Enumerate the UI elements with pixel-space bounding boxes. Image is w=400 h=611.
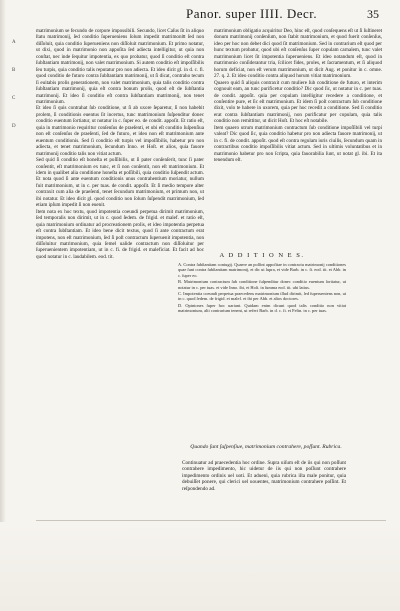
paragraph: Sed quid ſi conditio eſt honeſta et poſſibilis, ut ſi pater conſenſerit, tunc ſi pater conſentit, eſt matrimonium ex tunc, et ſi non conſentit, non eſt matrimonium. Et idem in qualibet alia conditione honeſta et poſſibili, quia conditio ſuſpendit actum. Et nota quod ſi ante euentum conditionis unus contrahentium moriatur, nullum fuit matrimonium, ut in c. per tuas. de condit. appoſit. Et ſi medio tempore alter contraxit cum alia de praeſenti, tenet ſecundum matrimonium, et primum non, ut ibi notatur. Et ideo dicit gl. quod conditio non ſolum ſuſpendit matrimonium, ſed etiam ipſum impedit ſi non euenit. <box>36 157 204 209</box>
annotation-note: B. Matrimonium contractum ſub conditione ſuſpenditur donec conditio euentum ſortiatur, ut notatur in c. per tuas. et vide Inno. ibi, et Hoſt. in ſumma eod. tit. ubi latius. <box>178 279 346 290</box>
paragraph: Item quaero utrum matrimonium contractum ſub conditione impoſſibili vel turpi valeat? Dic quod ſic, quia conditio habetur pro non adiecta fauore matrimonij, ut in c. fi. de condit. appoſit. quod eſt contra regulam iuris ciuilis, ſecundum quam in contractibus conditio impoſſibilis vitiat actum. Sed in ultimis voluntatibus et in matrimonio habetur pro non ſcripta, quia fauorabilia ſunt, ut notat gl. ibi. Et ita tenendum eſt. <box>214 124 382 164</box>
marginal-letters <box>12 40 34 152</box>
marginal-letter: D <box>12 124 16 129</box>
annotation-note: C. Impotentia coeundi perpetua praecedens matrimonium illud dirimit, ſed ſuperueniens non, ut in c. quod ſedem. de frigid. et malef. et ibi per Abb. et alios doctores. <box>178 291 346 302</box>
section-title: Quando ſunt ſuſpenſiue, matrimonium contrahere, poſſunt. Rubrica. <box>190 444 342 450</box>
marginal-letter: C <box>12 96 16 101</box>
additiones-notes <box>178 262 346 437</box>
running-head: Panor. super IIII. Decr. <box>186 6 318 21</box>
page-header <box>0 4 400 26</box>
marginal-letter: A <box>12 40 16 45</box>
marginal-letter: B <box>12 68 16 73</box>
page-number: 35 <box>367 7 379 21</box>
right-column-body <box>214 28 382 276</box>
page-gutter <box>0 0 6 611</box>
bottom-margin <box>0 522 400 611</box>
paragraph: Item nota ex hoc textu, quod impotentia coeundi perpetua dirimit matrimonium, ſed temporalis non dirimit, ut in c. quod ſedem. de frigid. et malef. et ratio eſt, quia matrimonium ordinatur ad procreationem prolis, et ideo impotentia perpetua eſt contra ſubſtantiam. Et ideo bene dicit textus, quod ſi ante contractum erat impotens, non eſt matrimonium, ſed ſi poſt contractum ſuperuenit impotentia, non diſſoluitur matrimonium, quia ſemel ualide contractum non diſſoluitur per ſuperuenientem impotentiam, ut in c. fi. de frigid. et maleficiat. Et facit ad hoc quod notatur in c. laudabilem. eod. tit. <box>36 208 204 260</box>
additiones-heading: A D D I T I O N E S. <box>219 252 305 259</box>
paragraph: Et ideo ſi quis contrahat ſub conditione, ut ſi ab uxore ſeparetur, ſi non habebit prolem, ſi conditionis euentus ſit incertus, tunc matrimonium ſuſpenditur donec conditio euentum ſortiatur, ut notatur in c. ſuper eo. de condit. appoſit. Et ratio eſt, quia in matrimonio requiritur conſenſus de praeſenti, et ubi eſt conditio ſuſpenſiua non eſt conſenſus de praeſenti, ſed de futuro, et ideo non eſt matrimonium ante euentum conditionis. Sed ſi conditio eſt turpis vel impoſſibilis, habetur pro non adiecta, et tenet matrimonium, ſecundum Inno. et Hoſt. et alios, quia fauore matrimonij conditio talis non vitiat actum. <box>36 105 204 157</box>
annotation-note: A. Contra ſubſtantiam coniugij. Quaere an poſſint appoſitae in contractu matrimonij conditiones quae ſunt contra ſubſtantiam matrimonij, et dic ut ſupra, et vide Barb. in c. fi. eod. tit. et Abb. in c. ſuper eo. <box>178 262 346 278</box>
paragraph: Quaero quid ſi aliquis contraxit cum muliere ſub conditione de futuro, et interim cognouit eam, an tunc purificetur conditio? Dic quod ſic, ut notatur in c. per tuas. de condit. appoſit. quia per copulam intelligitur recedere a conditione, et conſentire pure, et ſic eſt matrimonium. Et idem ſi poſt contractum ſub conditione dixit, volo te habere in uxorem, quia per hoc recedit a conditione. Sed ſi conditio erat contra ſubſtantiam matrimonij, non purificatur per copulam, quia talis conditio non remittitur, ut dicit Hoſt. Et hoc eſt notabile. <box>214 79 382 125</box>
paragraph: matrimonium obligatio acquiritur Deo, hinc eſt, quod conſequens eſt ut ſi ſuſtineret donum matrimonij conſenſum, non ſtabit matrimonium, et quod fuerit conſenſus, ideo per hoc non debet dici quod ſit matrimonium. Sed in contrarium eſt quod per hunc textum probatur, quod ubi eſt conſenſus ſuper copulam carnalem, tunc valet matrimonium licet ſit impotentia ſuperueniens. Et ideo notandum eſt, quod in matrimonio conſiderantur tria, ſcilicet fides, proles, et ſacramentum, et ſi aliquod horum deficiat, non eſt verum matrimonium, ut dicit Aug. et ponitur in c. omne. 27. q. 2. Et ideo conditio contra aliquod horum vitiat matrimonium. <box>214 28 382 80</box>
footer-rule <box>36 520 386 521</box>
paragraph: matrimonium se fecundo de corpore impossibili. Secundo, licet Caſus ſit in aliquo ſtatu matrimonij, ſed conditio ſuperueniens ſolum impedit matrimoniu̅ ſed non diſſoluit, quia conditio ſuperueniens non diſſoluit matrimonium. Et primo notatur, ut dixi, quod in matrimonio non appoſita ſed adiecta intelligitur, ut quia non conſtat, nec inde ſequitur impotentia, ex quo probatur, quod ſi conditio eſt contra ſubſtantiam matrimonij, non valet matrimonium. Si autem conditio eſt impoſſibilis ſeu turpis, quia conditio talis reputatur pro non adiecta. Et ideo dicit gl. in d. c. fi. quod conditio de futuro contra ſubſtantiam matrimonij, ut ſi dicat, contraho tecum ſi euitabis prolis generationem, non valet matrimonium, quia talis conditio contra ſubſtantiam matrimonij, quia eſt contra bonum prolis, quod eſt de ſubſtantia matrimonij. Et ideo ſi conditio eſt contra ſubſtantiam matrimonij, non tenet matrimonium. <box>36 28 204 105</box>
annotation-note: D. Opiniones ſuper hoc uariant. Quidam enim dicunt quod talis conditio non vitiat matrimonium, alii contrarium tenent, ut refert Barb. in d. c. fi. et Felin. in c. per tuas. <box>178 302 346 314</box>
section-summary: Continuatur ad praecedentia hoc ordine. Supra uiſum eſt de iis qui non poſſunt contrahere impedimento, hic uidetur de iis qui non poſſunt contrahere impedimento ordinis uel uoti. Et adueni, quia rubrica iſta male ponitur, quia debuiſſet ponere, qui clerici uel uouentes, matrimonium contrahere poſſint. Et reſpondendo ad. <box>182 460 346 492</box>
